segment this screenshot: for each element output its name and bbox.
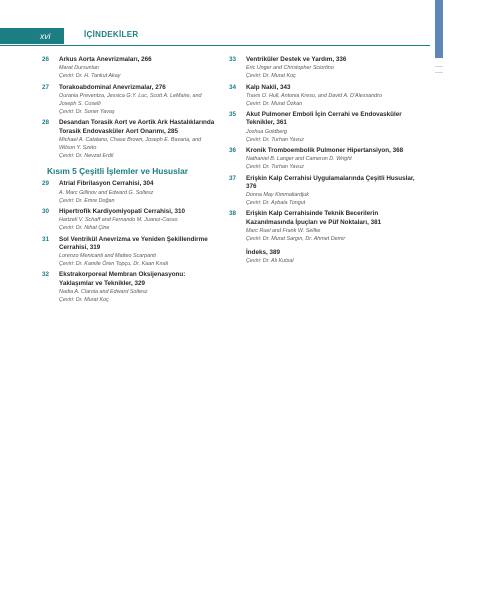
entry-title: Atrial Fibrilasyon Cerrahisi, 304: [59, 180, 154, 188]
entry-translator: Çeviri: Dr. Murat Koç: [59, 297, 109, 304]
entry-number: 34: [229, 83, 237, 91]
entry-authors: Joshua Goldberg: [246, 128, 288, 135]
entry-authors: A. Marc Gillinov and Edward G. Soltesz: [59, 189, 154, 196]
entry-translator: Çeviri: Dr. Emre Doğan: [59, 197, 115, 204]
entry-authors: Travis O. Hull, Antonia Kreso, and David A. D'Alessandro: [246, 92, 382, 99]
entry-translator: Çeviri: Dr. Aybala Tongut: [246, 200, 306, 207]
entry-number: 29: [42, 180, 50, 188]
entry-translator: Çeviri: Dr. Turhan Yavuz: [246, 164, 304, 171]
entry-title: Kalp Nakli, 343: [246, 83, 291, 91]
entry-number: 33: [229, 56, 237, 63]
right-column: [229, 56, 425, 266]
entry-title: Torakoabdominal Anevrizmalar, 276: [59, 83, 166, 91]
entry-number: 32: [42, 271, 50, 279]
entry-title: Sol Ventrikül Anevrizma ve Yeniden Şekillendirme Cerrahisi, 319: [59, 235, 208, 251]
toc-entry: [42, 208, 218, 233]
toc-entry: [42, 56, 218, 81]
entry-number: 36: [229, 147, 237, 155]
section-heading: Kısım 5 Çeşitli İşlemler ve Hususlar: [47, 166, 189, 177]
entry-authors: Eric Unger and Christopher Sciortino: [246, 65, 334, 72]
entry-number: 35: [229, 111, 237, 119]
toc-entry: [42, 180, 218, 205]
toc-entry: [42, 235, 218, 269]
entry-translator: Çeviri: Dr. Murat Özkan: [246, 101, 303, 108]
entry-number: 27: [42, 83, 50, 91]
entry-authors: Ourania Preventza, Jessica G.Y. Luc, Scott A. LeMaire, and Joseph S. Coselli: [59, 92, 202, 108]
entry-number: 26: [42, 56, 50, 63]
entry-translator: Çeviri: Dr. H. Tankut Akay: [59, 73, 121, 80]
entry-authors: Nathaniel B. Langer and Cameron D. Wright: [246, 156, 352, 163]
entry-title: Kronik Tromboembolik Pulmoner Hipertansiyon, 368: [246, 147, 404, 155]
entry-authors: Michael A. Catalano, Chase Brown, Joseph E. Bavaria, and Wilson Y. Szeto: [59, 136, 202, 152]
entry-title: Ventriküler Destek ve Yardım, 336: [246, 56, 347, 63]
toc-entry: [229, 111, 425, 144]
left-column: [42, 56, 218, 307]
entry-authors: Donna May Kimmaliardjuk: [246, 192, 309, 199]
entry-translator: Çeviri: Dr. Nihat Çine: [59, 225, 110, 232]
index-translator: Çeviri: Dr. Ali Kutsal: [246, 258, 294, 265]
side-tab-bar: [435, 0, 443, 58]
toc-entry: [42, 83, 218, 117]
entry-title: Desandan Torasik Aort ve Aortik Ark Hastalıklarında Torasik Endovasküler Aort Onarımı, 285: [59, 119, 215, 135]
entry-translator: Çeviri: Dr. Kamile Ören Topçu, Dr. Kaan Kırali: [59, 261, 169, 268]
entry-number: 30: [42, 208, 50, 216]
toc-entry: [42, 119, 218, 160]
entry-title: Akut Pulmoner Emboli İçin Cerrahi ve Endovasküler Teknikler, 361: [246, 111, 402, 127]
side-tab-marker: [435, 66, 443, 73]
toc-entry: [229, 56, 425, 81]
entry-translator: Çeviri: Dr. Turhan Yavuz: [246, 136, 304, 143]
entry-authors: Lorenzo Menicanti and Matteo Scarpanti: [59, 253, 156, 260]
toc-entry: [229, 210, 425, 243]
entry-authors: Nadia A. Claroia and Edward Soltesz: [59, 288, 148, 295]
entry-number: 28: [42, 119, 50, 127]
entry-title: Erişkin Kalp Cerrahisinde Teknik Becerilerin Kazanılmasında İpuçları ve Püf Noktaları, 381: [246, 210, 382, 226]
entry-translator: Çeviri: Dr. Murat Sargın, Dr. Ahmet Demir: [246, 236, 346, 243]
header-title: İÇİNDEKİLER: [84, 30, 139, 39]
entry-number: 38: [229, 210, 237, 218]
entry-number: 37: [229, 174, 237, 182]
entry-title: Hipertrofik Kardiyomiyopati Cerrahisi, 310: [59, 208, 185, 216]
entry-title: Ekstrakorporeal Membran Oksijenasyonu: Yaklaşımlar ve Teknikler, 329: [59, 271, 186, 287]
page-header: [0, 28, 430, 46]
toc-entry: [229, 83, 425, 109]
entry-title: Erişkin Kalp Cerrahisi Uygulamalarında Çeşitli Hususlar, 376: [246, 174, 415, 190]
toc-entry: [229, 174, 425, 208]
entry-translator: Çeviri: Dr. Nevzat Erdil: [59, 153, 114, 160]
entry-translator: Çeviri: Dr. Murat Koç: [246, 73, 296, 80]
entry-authors: Hartzell V. Schaff and Fernando M. Juarez-Casso: [59, 217, 178, 224]
entry-authors: Marc Ruel and Frank W. Sellke: [246, 227, 321, 234]
entry-authors: Marat Dursunlan: [59, 65, 99, 72]
entry-number: 31: [42, 235, 50, 243]
page-number: xvi: [0, 28, 64, 44]
entry-translator: Çeviri: Dr. Soner Yavaş: [59, 109, 115, 116]
toc-entry: [42, 271, 218, 304]
toc-entry: [229, 147, 425, 172]
entry-title: Arkus Aorta Anevrizmaları, 266: [59, 56, 152, 63]
index-title: İndeks, 389: [246, 249, 280, 257]
index-entry: [235, 249, 425, 265]
